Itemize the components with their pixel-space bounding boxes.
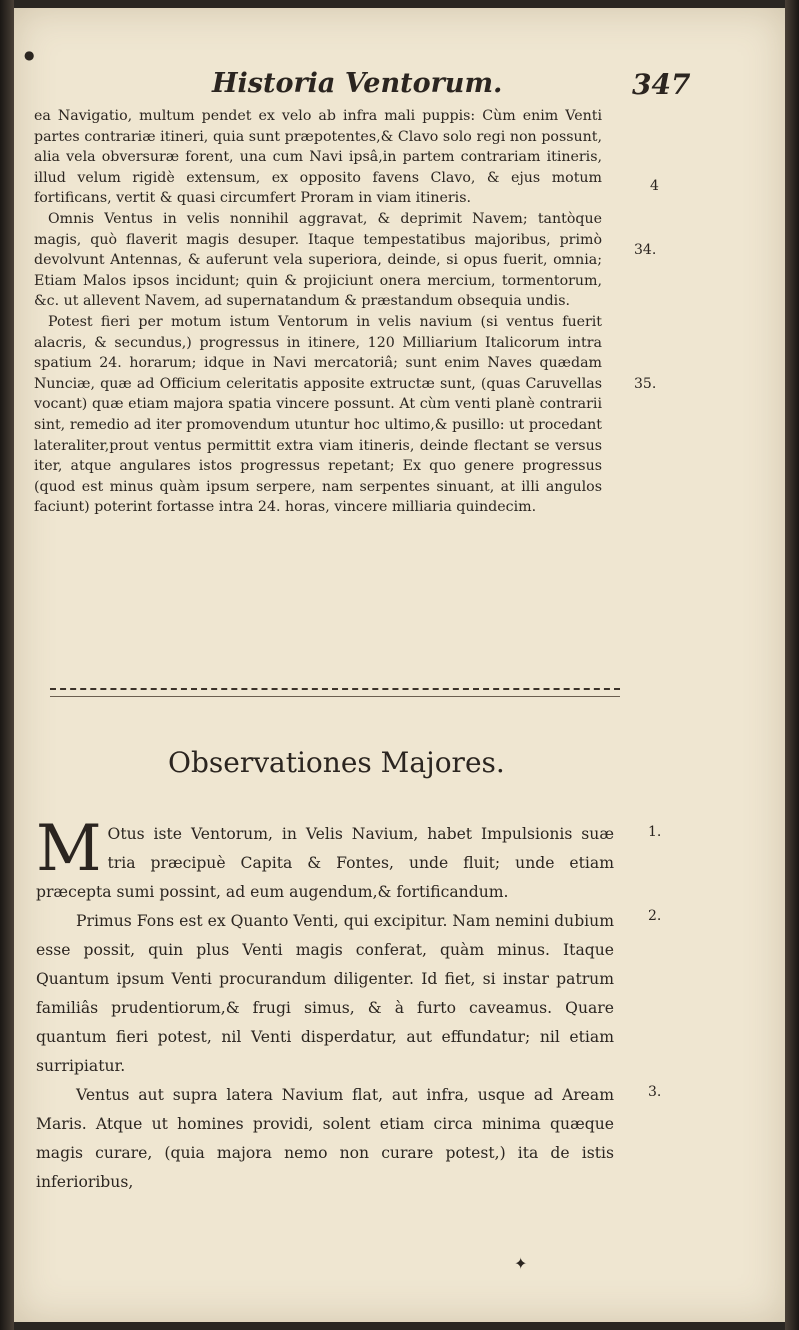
margin-number-3: 3. <box>648 1084 662 1100</box>
section-divider-rule <box>50 688 620 690</box>
margin-number-4: 4 <box>650 178 659 194</box>
margin-number-1: 1. <box>648 824 662 840</box>
upper-text-block <box>34 106 602 518</box>
section-divider-rule-thin <box>50 696 620 697</box>
book-gutter-left <box>0 0 14 1330</box>
book-edge-right <box>785 0 799 1330</box>
page-number: 347 <box>632 68 691 101</box>
margin-number-34: 34. <box>634 242 657 258</box>
lower-text-block <box>36 812 614 1197</box>
catchword-ornament: ✦ <box>514 1254 528 1273</box>
paragraph-progressus: Potest fieri per motum istum Ventorum in velis navium (si ventus fuerit alacris, & secundus,) progressus in itinere, 120 Milliarium Italicorum intra spatium 24. horarum; idque in Navi mercatoriâ; sunt enim Naves quædam Nunciæ, quæ ad Officium celeritatis apposite extructæ sunt, (quas Caruvellas vocant) quæ etiam majora spatia vincere possunt. At cùm venti planè contrarii sint, remedio ad iter promovendum utuntur hoc ultimo,& pusillo: ut procedant lateraliter,prout ventus permittit extra viam itineris, deinde flectant se versus iter, atque angulares istos progressus repetant; Ex quo genere progressus (quod est minus quàm ipsum serpere, nam serpentes sinuant, at illi angulos faciunt) poterint fortasse intra 24. horas, vincere milliaria quindecim. <box>34 313 602 516</box>
paragraph-navigatio: ea Navigatio, multum pendet ex velo ab infra mali puppis: Cùm enim Venti partes contrariæ itineri, quia sunt præpotentes,& Clavo solo regi non possunt, alia vela obversuræ forent, una cum Navi ipsâ,in partem contrariam itineris, illud velum rigidè extensum, ex opposito favens Clavo, & ejus motum fortificans, vertit & quasi circumfert Proram in viam itineris. <box>34 108 602 207</box>
section-heading: Observationes Majores. <box>168 746 505 779</box>
paragraph-ventus-aggravat: Omnis Ventus in velis nonnihil aggravat, & deprimit Navem; tantòque magis, quò flaverit magis desuper. Itaque tempestatibus majoribus, primò devolvunt Antennas, & auferunt vela superiora, deinde, si opus fuerit, omnia; Etiam Malos ipsos incidunt; quin & projiciunt onera mercium, tormentorum, &c. ut allevent Navem, ad supernatandum & præstandum obsequia undis. <box>34 210 602 310</box>
page-corner-mark: ● <box>24 48 35 62</box>
paragraph-primus-fons: Primus Fons est ex Quanto Venti, qui excipitur. Nam nemini dubium esse possit, quin plus Venti magis conferat, quàm minus. Itaque Quantum ipsum Venti procurandum diligenter. Id fiet, si instar patrum familiâs prudentiorum,& frugi simus, & à furto caveamus. Quare quantum fieri potest, nil Venti disperdatur, aut effundatur; nil etiam surripiatur. <box>36 912 614 1075</box>
paragraph-ventus-latera: Ventus aut supra latera Navium flat, aut infra, usque ad Aream Maris. Atque ut homines providi, solent etiam circa minima quæque magis curare, (quia majora nemo non curare potest,) ita de istis inferioribus, <box>36 1086 614 1191</box>
running-head-title: Historia Ventorum. <box>212 68 503 99</box>
paragraph-motus-text: Otus iste Ventorum, in Velis Navium, habet Impulsionis suæ tria præcipuè Capita & Fontes, unde fluit; unde etiam præcepta sumi possint, ad eum augendum,& fortificandum. <box>36 825 614 901</box>
margin-number-35: 35. <box>634 376 657 392</box>
paragraph-motus <box>36 812 614 907</box>
bleed-through-text <box>74 640 79 658</box>
book-page <box>14 8 785 1322</box>
drop-cap: M <box>36 812 102 886</box>
margin-number-2: 2. <box>648 908 662 924</box>
